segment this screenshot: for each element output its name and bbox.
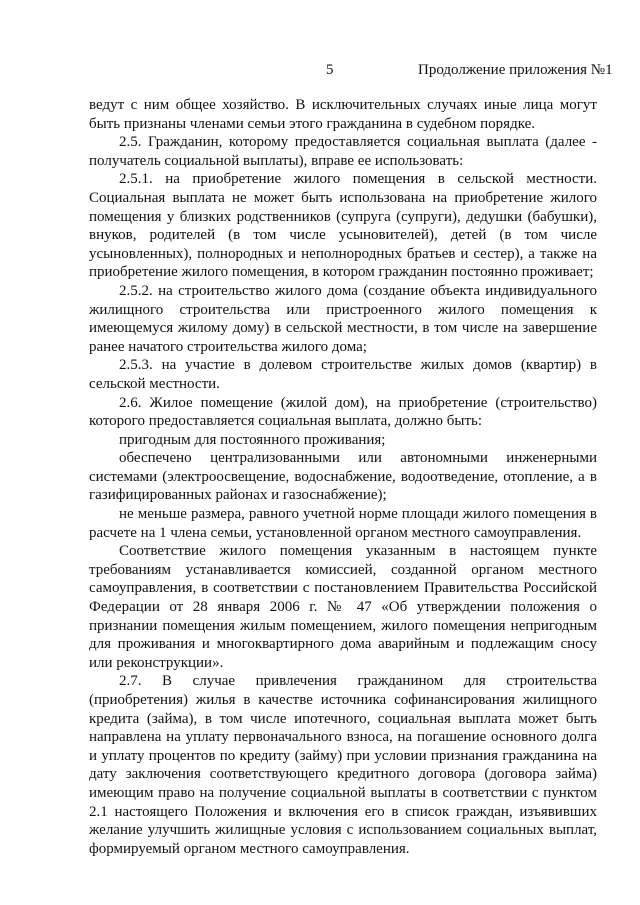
paragraph: 2.5. Гражданин, которому предоставляется социальная выплата (далее - получатель социальной выплаты), вправе ее использовать: [89, 134, 597, 169]
page-number: 5 [326, 62, 334, 78]
paragraph: 2.5.2. на строительство жилого дома (создание объекта индивидуального жилищного строительства или пристроенного жилого помещения к имеющемуся жилому дому) в сельской местности, в том числе на завершение ранее начатого строительства жилого дома; [89, 282, 597, 355]
paragraph: не меньше размера, равного учетной норме площади жилого помещения в расчете на 1 члена семьи, установленной органом местного самоуправления. [89, 506, 597, 541]
paragraph: 2.5.3. на участие в долевом строительстве жилых домов (квартир) в сельской местности. [89, 357, 597, 392]
paragraph: 2.5.1. на приобретение жилого помещения в сельской местности. Социальная выплата не может быть использована на приобретение жилого помещения у близких родственников (супруга (супруги), дедушки (бабушки), внуков, родителей (в том числе усыновителей), детей (в том числе усыновленных), полнородных и неполнородных братьев и сестер), а также на приобретение жилого помещения, в котором гражданин постоянно проживает; [89, 171, 597, 281]
document-body [89, 96, 597, 858]
paragraph: пригодным для постоянного проживания; [119, 431, 386, 448]
paragraph: Соответствие жилого помещения указанным в настоящем пункте требованиям устанавливается комиссией, созданной органом местного самоуправления, в соответствии с постановлением Правительства Российской Федерации от 28 января 2006 г. № 47 «Об утверждении положения о признании помещения жилым помещением, жилого помещения непригодным для проживания и многоквартирного дома аварийным и подлежащим сносу или реконструкции». [89, 543, 597, 671]
paragraph: обеспечено централизованными или автономными инженерными системами (электроосвещение, водоснабжение, водоотведение, отопление, а в газифицированных районах и газоснабжение); [89, 450, 597, 504]
paragraph: ведут с ним общее хозяйство. В исключительных случаях иные лица могут быть признаны членами семьи этого гражданина в судебном порядке. [89, 97, 597, 132]
appendix-header: Продолжение приложения №1 [418, 62, 613, 78]
paragraph: 2.6. Жилое помещение (жилой дом), на приобретение (строительство) которого предоставляется социальная выплата, должно быть: [89, 394, 597, 430]
paragraph: 2.7. В случае привлечения гражданином для строительства (приобретения) жилья в качестве источника софинансирования жилищного кредита (займа), в том числе ипотечного, социальная выплата может быть направлена на уплату первоначального взноса, на погашение основного долга и уплату процентов по кредиту (займу) при условии признания гражданина на дату заключения соответствующего кредитного договора (договора займа) имеющим право на получение социальной выплаты в соответствии с пунктом 2.1 настоящего Положения и включения его в список граждан, изъявивших желание улучшить жилищные условия с использованием социальных выплат, формируемый органом местного самоуправления. [89, 673, 597, 857]
